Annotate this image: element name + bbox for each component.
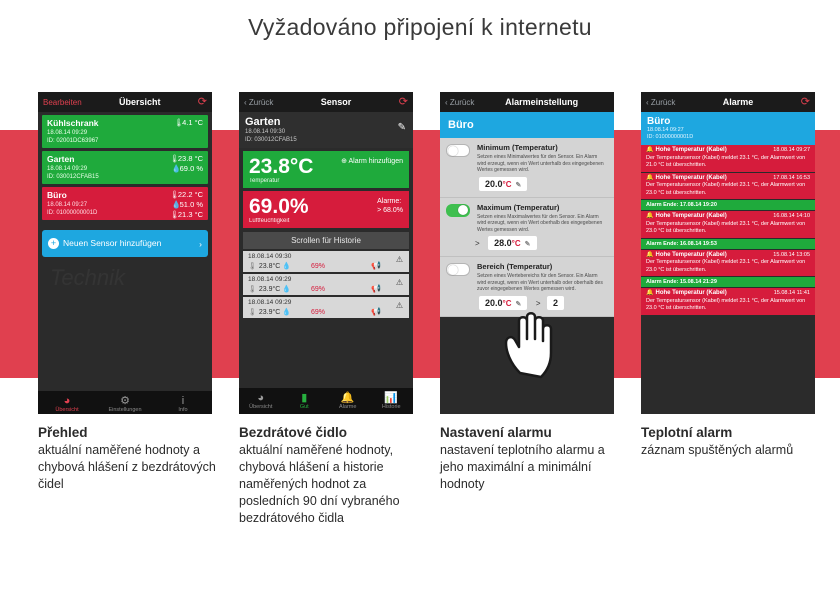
chevron-right-icon: › xyxy=(199,238,202,249)
sensor-temp2: 21.3 °C xyxy=(177,210,203,219)
alarm-end-entry[interactable] xyxy=(641,200,815,210)
sensor-name-header: Büro xyxy=(440,112,614,138)
screen2-topbar xyxy=(239,92,413,112)
alarm-desc: Der Temperatursensor (Kabel) meldet 23.1 °C, der Alarmwert von 23.0 °C ist überschritten. xyxy=(646,220,806,234)
sensor-name: Büro xyxy=(47,190,67,200)
alarm-entry[interactable] xyxy=(641,211,815,238)
droplet-icon: 💧 xyxy=(171,200,181,209)
bereich-toggle[interactable] xyxy=(446,263,470,276)
sensor-header xyxy=(641,112,815,145)
droplet-icon: 💧 xyxy=(171,164,181,173)
edit-button[interactable]: Bearbeiten xyxy=(43,97,82,107)
tab-uebersicht[interactable] xyxy=(38,395,96,414)
maximum-value: 28.0 xyxy=(494,238,512,248)
sensor-id: ID: 01000000001D xyxy=(47,210,98,216)
sensor-card-kuehlschrank[interactable] xyxy=(42,115,208,148)
sensor-date: 18.08.14 09:27 xyxy=(47,202,88,208)
screen2-title: Sensor xyxy=(320,97,352,107)
bell-icon: 🔔 xyxy=(340,391,355,404)
sensor-metrics xyxy=(170,190,203,220)
tab-label: Alarme xyxy=(339,403,357,410)
caption-sensor xyxy=(239,424,424,527)
sensor-metrics xyxy=(170,154,203,174)
tab-label: Einstellungen xyxy=(108,406,142,413)
screen-overview xyxy=(38,92,212,414)
edit-pencil-icon[interactable]: ✎ xyxy=(524,241,531,248)
sensor-name: Büro xyxy=(647,116,671,127)
alarm-title: Hohe Temperatur (Kabel) xyxy=(655,213,727,219)
unit: °C xyxy=(502,179,512,189)
screen-sensor xyxy=(239,92,413,414)
unit: °C xyxy=(511,239,521,248)
alarm-datetime: 16.08.14 14:10 xyxy=(773,213,810,219)
temperature-value: 23.8°C xyxy=(249,155,314,178)
caption-text: aktuální naměřené hodnoty a chybová hlášení z bezdrátových čidel xyxy=(38,443,216,491)
alarm-desc: Der Temperatursensor (Kabel) meldet 23.1 °C, der Alarmwert von 23.0 °C ist überschritten. xyxy=(646,182,806,196)
screen1-title: Übersicht xyxy=(118,97,161,107)
tab-info[interactable] xyxy=(154,395,212,414)
screen1-body xyxy=(38,115,212,414)
row-desc: Setzen eines Maximalwertes für den Sensor. Ein Alarm wird erzeugt, wenn ein Wert oberhalb des eingegebenen Wertes gemessen wird. xyxy=(477,213,603,233)
alarm-end-entry[interactable] xyxy=(641,239,815,249)
refresh-icon[interactable]: ⟳ xyxy=(197,95,207,108)
edit-pencil-icon[interactable]: ✎ xyxy=(515,300,522,308)
back-button[interactable]: ‹ Zurück xyxy=(244,97,274,107)
sensor-temp: 4.1 °C xyxy=(182,118,203,127)
screen-alarms xyxy=(641,92,815,414)
thermometer-icon: 🌡 xyxy=(248,309,257,316)
megaphone-icon: 📢 xyxy=(371,284,381,293)
history-hum: 69% xyxy=(310,309,325,316)
caption-heading: Bezdrátové čidlo xyxy=(239,425,348,440)
plus-circle-icon: ⊕ xyxy=(341,158,347,165)
alarm-end-label: Alarm Ende: 15.08.14 21:29 xyxy=(646,279,717,285)
screen-alarm-settings xyxy=(440,92,614,414)
humidity-label: Luftfeuchtigkeit xyxy=(249,218,290,224)
humidity-value: 69.0% xyxy=(249,195,309,218)
sensor-id: ID: 02001DC63967 xyxy=(47,138,99,144)
plus-icon: + xyxy=(48,238,59,249)
history-temp: 23.9°C xyxy=(258,286,281,293)
row-title: Minimum (Temperatur) xyxy=(477,143,558,152)
screen1-tabbar xyxy=(38,391,212,414)
sensor-hum: 51.0 % xyxy=(179,200,203,209)
sensor-date: 18.08.14 09:30 xyxy=(245,129,286,135)
sensor-card-buero[interactable] xyxy=(42,187,208,220)
alarm-title: Hohe Temperatur (Kabel) xyxy=(655,290,727,296)
warning-icon: ⚠ xyxy=(395,278,403,287)
thermometer-icon: 🌡 xyxy=(174,118,184,127)
caption-heading: Teplotní alarm xyxy=(641,425,733,440)
toggle-knob xyxy=(448,265,458,275)
megaphone-icon: 📢 xyxy=(371,261,381,270)
add-sensor-button[interactable] xyxy=(42,230,208,257)
tab-label: Info xyxy=(178,406,188,413)
thermometer-icon: 🌡 xyxy=(169,190,180,199)
alarm-desc: Der Temperatursensor (Kabel) meldet 23.1 °C, der Alarmwert von 21.0 °C ist überschritten. xyxy=(646,154,806,168)
back-button[interactable]: ‹ Zurück xyxy=(445,97,475,107)
gauge-icon: ◕ xyxy=(63,394,71,407)
tab-label: Übersicht xyxy=(249,403,273,410)
droplet-icon: 💧 xyxy=(282,309,291,316)
history-date: 18.08.14 09:30 xyxy=(248,253,292,260)
sensor-name: Garten xyxy=(47,154,75,164)
tab-alarme[interactable] xyxy=(326,392,370,411)
row-desc: Setzen eines Wertebereichs für den Sensor. Ein Alarm wird erzeugt, wenn ein Wert unterhalb oder oberhalb des zuvor eingegebenen Wertes gemessen wird. xyxy=(477,273,603,292)
tab-einstellungen[interactable] xyxy=(96,395,154,414)
refresh-icon[interactable]: ⟳ xyxy=(800,95,810,108)
alarm-end-label: Alarm Ende: 17.08.14 19:20 xyxy=(646,202,717,208)
alarm-datetime: 15.08.14 11:41 xyxy=(773,290,810,296)
history-temp: 23.8°C xyxy=(258,263,281,270)
alarm-info-label: Alarme: xyxy=(377,198,402,205)
temperature-panel xyxy=(243,151,409,188)
droplet-icon: 💧 xyxy=(282,263,291,270)
thermometer-icon: 🌡 xyxy=(248,263,257,270)
add-alarm-button[interactable] xyxy=(341,157,403,166)
warning-icon: ⚠ xyxy=(395,255,403,264)
sensor-name: Garten xyxy=(245,116,281,128)
sensor-card-garten[interactable] xyxy=(42,151,208,184)
caption-text: aktuální naměřené hodnoty, chybová hlášení a historie naměřených hodnot za posledních 90 dní vybraného bezdrátového čidla xyxy=(239,443,400,525)
caption-text: nastavení teplotního alarmu a jeho maximální a minimální hodnoty xyxy=(440,443,605,491)
sensor-id: ID: 030012CFAB15 xyxy=(245,137,297,143)
bell-icon: 🔔 xyxy=(646,213,654,219)
alarm-end-entry[interactable] xyxy=(641,277,815,287)
minimum-value: 20.0 xyxy=(485,178,503,189)
tab-label: Historie xyxy=(381,403,401,410)
bell-icon: 🔔 xyxy=(646,290,654,296)
tab-label: Gut xyxy=(299,403,309,410)
maximum-value-field[interactable] xyxy=(488,236,536,250)
sensor-temp: 22.2 °C xyxy=(177,190,203,199)
sensor-header xyxy=(239,112,413,148)
page-title: Vyžadováno připojení k internetu xyxy=(248,14,592,40)
bars-icon: 📊 xyxy=(384,391,399,404)
caption-text: záznam spuštěných alarmů xyxy=(641,443,794,457)
history-temp: 23.9°C xyxy=(258,309,281,316)
row-title: Maximum (Temperatur) xyxy=(477,202,560,212)
alarm-row-maximum[interactable] xyxy=(440,198,614,258)
history-date: 18.08.14 09:29 xyxy=(248,299,292,306)
caption-overview xyxy=(38,424,218,493)
sensor-id: ID: 030012CFAB15 xyxy=(47,174,99,180)
history-hum: 69% xyxy=(310,263,325,270)
alarm-desc: Der Temperatursensor (Kabel) meldet 23.1 °C, der Alarmwert von 23.0 °C ist überschritten. xyxy=(646,297,806,311)
bereich-min-value: 20.0 xyxy=(485,297,503,308)
unit: °C xyxy=(502,298,512,308)
droplet-icon: 💧 xyxy=(282,286,291,293)
caption-heading: Přehled xyxy=(38,425,88,440)
screen2-body xyxy=(239,112,413,414)
alarm-title: Hohe Temperatur (Kabel) xyxy=(655,174,727,181)
alarm-datetime: 15.08.14 13:05 xyxy=(773,251,810,258)
sensor-temp: 23.8 °C xyxy=(177,154,203,163)
edit-pencil-icon[interactable]: ✎ xyxy=(397,122,406,133)
bell-icon: 🔔 xyxy=(646,147,654,153)
sensor-date: 18.08.14 09:29 xyxy=(47,166,88,172)
tab-batterie[interactable] xyxy=(283,392,327,411)
refresh-icon[interactable]: ⟳ xyxy=(398,95,408,108)
alarm-datetime: 17.08.14 16:53 xyxy=(773,174,810,181)
humidity-panel xyxy=(243,191,409,228)
screen3-topbar xyxy=(440,92,614,112)
maximum-toggle[interactable] xyxy=(446,204,470,217)
battery-icon: ▮ xyxy=(301,391,308,404)
sensor-metrics xyxy=(174,118,203,128)
alarm-entry[interactable] xyxy=(641,288,815,315)
edit-pencil-icon[interactable]: ✎ xyxy=(515,181,522,189)
screen1-topbar xyxy=(38,92,212,112)
history-row xyxy=(243,251,409,272)
history-date: 18.08.14 09:29 xyxy=(248,276,292,283)
alarm-row-minimum[interactable] xyxy=(440,138,614,198)
gauge-icon: ◕ xyxy=(257,391,265,404)
alarm-desc: Der Temperatursensor (Kabel) meldet 23.1 °C, der Alarmwert von 23.0 °C ist überschritten. xyxy=(646,259,806,273)
history-row xyxy=(243,297,409,318)
watermark: Technik xyxy=(50,265,126,290)
alarm-title: Hohe Temperatur (Kabel) xyxy=(655,147,727,153)
sensor-name: Kühlschrank xyxy=(47,118,99,128)
temperature-label: Temperatur xyxy=(249,178,280,184)
alarm-title: Hohe Temperatur (Kabel) xyxy=(655,251,727,258)
alarm-entry[interactable] xyxy=(641,173,815,200)
caption-heading: Nastavení alarmu xyxy=(440,425,552,440)
history-row xyxy=(243,274,409,295)
screen4-title: Alarme xyxy=(722,97,754,107)
tab-historie[interactable] xyxy=(370,392,414,411)
thermometer-cable-icon: 🌡 xyxy=(169,210,180,219)
alarm-entry[interactable] xyxy=(641,250,815,277)
row-desc: Setzen eines Minimalwertes für den Sensor. Ein Alarm wird erzeugt, wenn ein Wert unterhalb des eingegebenen Wertes gemessen wird. xyxy=(477,154,604,173)
info-icon: i xyxy=(181,394,185,407)
hand-cursor xyxy=(500,307,564,379)
gears-icon: ⚙ xyxy=(120,394,130,407)
alarm-datetime: 18.08.14 09:27 xyxy=(773,147,810,153)
bereich-max-value: 2 xyxy=(552,297,558,308)
caption-alarms xyxy=(641,424,826,459)
row-title: Bereich (Temperatur) xyxy=(477,262,553,271)
bell-icon: 🔔 xyxy=(646,251,654,258)
thermometer-icon: 🌡 xyxy=(169,154,180,163)
add-sensor-label: Neuen Sensor hinzufügen xyxy=(63,238,162,248)
screen4-body xyxy=(641,112,815,414)
sensor-id: ID: 01000000001D xyxy=(647,134,694,140)
minimum-toggle[interactable] xyxy=(446,144,470,157)
screen2-tabbar xyxy=(239,388,413,414)
tab-label: Übersicht xyxy=(55,406,79,413)
alarm-info xyxy=(377,197,403,215)
alarm-entry[interactable] xyxy=(641,145,815,172)
add-alarm-label: Alarm hinzufügen xyxy=(348,158,403,165)
alarm-info-value: > 68.0% xyxy=(377,207,403,214)
comparator: > xyxy=(535,298,541,308)
screen4-topbar xyxy=(641,92,815,112)
sensor-date: 18.08.14 09:27 xyxy=(647,127,684,133)
screen3-title: Alarmeinstellung xyxy=(505,97,579,107)
toggle-knob xyxy=(448,146,458,156)
sensor-date: 18.08.14 09:29 xyxy=(47,130,88,136)
screen3-body xyxy=(440,112,614,414)
caption-alarm-settings xyxy=(440,424,630,493)
bell-icon: 🔔 xyxy=(646,174,654,181)
toggle-knob xyxy=(458,205,468,215)
warning-icon: ⚠ xyxy=(395,301,403,310)
minimum-value-field[interactable] xyxy=(479,177,527,191)
comparator: > xyxy=(475,239,480,248)
sensor-hum: 69.0 % xyxy=(179,164,203,173)
scroll-hint: Scrollen für Historie xyxy=(243,232,409,249)
history-hum: 69% xyxy=(310,286,325,293)
megaphone-icon: 📢 xyxy=(371,307,381,316)
thermometer-icon: 🌡 xyxy=(248,286,257,293)
alarm-end-label: Alarm Ende: 16.08.14 19:53 xyxy=(646,240,717,247)
tab-uebersicht[interactable] xyxy=(239,392,283,411)
back-button[interactable]: ‹ Zurück xyxy=(646,97,676,107)
